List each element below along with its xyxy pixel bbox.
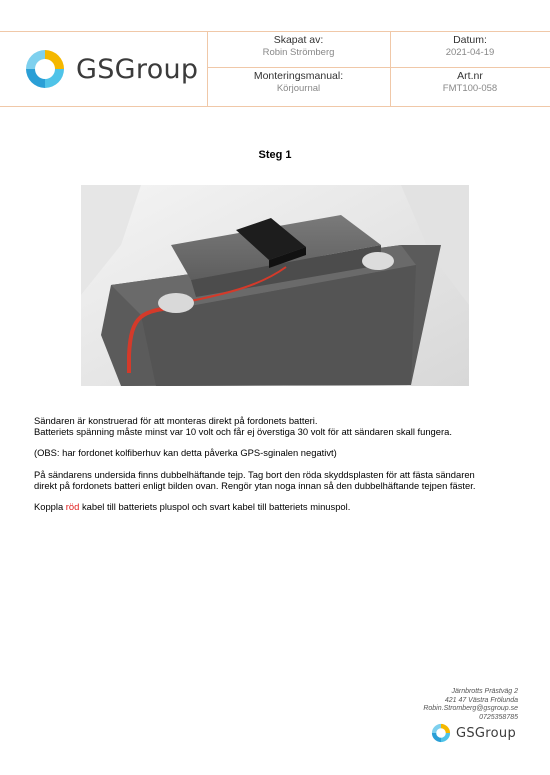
footer-logo bbox=[430, 722, 516, 744]
footer-email: Robin.Stromberg@gsgroup.se bbox=[423, 705, 518, 712]
footer-address: 421 47 Västra Frölunda bbox=[444, 696, 518, 704]
manual-cell bbox=[207, 70, 390, 95]
battery-installation-image bbox=[81, 185, 469, 386]
brand-name: GSGroup bbox=[76, 53, 199, 85]
manual-value: Körjournal bbox=[276, 83, 321, 94]
artnr-label: Art.nr bbox=[457, 70, 483, 82]
created-by-cell bbox=[207, 34, 390, 59]
artnr-value: FMT100-058 bbox=[442, 83, 498, 94]
instruction-line: På sändarens undersida finns dubbelhäftande tejp. Tag bort den röda skyddsplasten för att fästa sändaren bbox=[34, 468, 475, 480]
artnr-cell bbox=[390, 70, 550, 95]
footer-address: Järnbrotts Prästväg 2 bbox=[451, 688, 518, 695]
instruction-text: kabel till batteriets pluspol och svart kabel till batteriets minuspol. bbox=[79, 501, 351, 513]
manual-label: Monteringsmanual: bbox=[253, 70, 344, 82]
step-title: Steg 1 bbox=[258, 149, 292, 161]
date-label: Datum: bbox=[453, 34, 487, 46]
footer-phone: 0725358785 bbox=[479, 713, 518, 721]
brand-logo bbox=[22, 46, 198, 92]
header-divider bbox=[207, 67, 550, 68]
document-header bbox=[0, 31, 550, 107]
date-value: 2021-04-19 bbox=[445, 47, 495, 58]
instruction-line: direkt på fordonets batteri enligt bilden ovan. Rengör ytan noga innan så den dubbelhäftande tejpen fäster. bbox=[34, 479, 476, 491]
instruction-text: Koppla bbox=[34, 501, 66, 513]
gsgroup-logo-icon bbox=[22, 46, 68, 92]
instruction-line: Sändaren är konstruerad för att monteras direkt på fordonets batteri. bbox=[34, 415, 318, 426]
instructions-text bbox=[34, 415, 524, 522]
instruction-line: Batteriets spänning måste minst var 10 volt och får ej överstiga 30 volt för att sändaren skall fungera. bbox=[34, 426, 452, 438]
date-cell bbox=[390, 34, 550, 59]
created-by-value: Robin Strömberg bbox=[262, 47, 335, 58]
footer-contact bbox=[423, 688, 518, 722]
gsgroup-logo-icon bbox=[430, 722, 452, 744]
created-by-label: Skapat av: bbox=[273, 34, 324, 46]
note-text: (OBS: har fordonet kolfiberhuv kan detta påverka GPS-sginalen negativt) bbox=[34, 447, 337, 459]
footer-brand-name: GSGroup bbox=[456, 725, 517, 741]
red-highlight: röd bbox=[65, 501, 80, 513]
